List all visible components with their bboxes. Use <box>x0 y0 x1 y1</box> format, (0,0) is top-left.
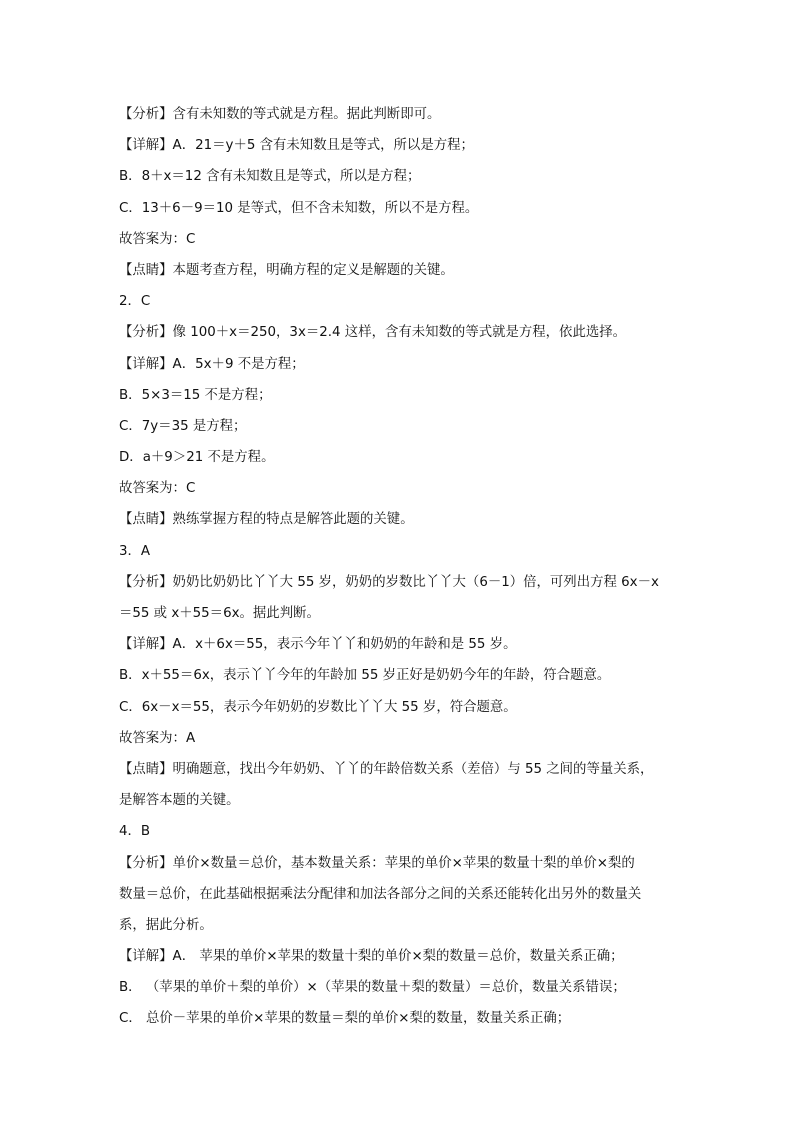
text-line: C．6x－x＝55，表示今年奶奶的岁数比丫丫大 55 岁，符合题意。 <box>119 699 517 715</box>
text-line: 系，据此分析。 <box>119 917 213 933</box>
text-line: 【分析】像 100＋x＝250，3x＝2.4 这样，含有未知数的等式就是方程，依此选择。 <box>119 325 627 341</box>
text-line: 【分析】单价×数量＝总价，基本数量关系：苹果的单价×苹果的数量十梨的单价×梨的 <box>119 855 635 871</box>
text-line: 【详解】A． 苹果的单价×苹果的数量十梨的单价×梨的数量＝总价，数量关系正确； <box>119 949 624 965</box>
text-line: B． （苹果的单价＋梨的单价）×（苹果的数量＋梨的数量）＝总价，数量关系错误； <box>119 980 626 996</box>
text-line: 【点睛】明确题意，找出今年奶奶、丫丫的年龄倍数关系（差倍）与 55 之间的等量关系， <box>119 761 654 777</box>
question-number: 3．A <box>119 543 151 559</box>
text-line: 【点睛】熟练掌握方程的特点是解答此题的关键。 <box>119 512 414 528</box>
text-line: 【分析】含有未知数的等式就是方程。据此判断即可。 <box>119 107 441 122</box>
answer-text-block <box>119 99 679 1035</box>
question-number: 4．B <box>119 824 151 840</box>
text-line: 故答案为：A <box>119 730 196 746</box>
text-line: C．7y＝35 是方程； <box>119 418 247 434</box>
text-line: 【详解】A．21＝y＋5 含有未知数且是等式，所以是方程； <box>119 138 474 154</box>
text-line: B．5×3＝15 不是方程； <box>119 387 272 403</box>
question-number: 2．C <box>119 294 151 310</box>
text-line: B．8＋x＝12 含有未知数且是等式，所以是方程； <box>119 169 421 185</box>
text-line: 故答案为：C <box>119 481 196 497</box>
text-line: 故答案为：C <box>119 231 196 247</box>
text-line: 数量＝总价，在此基础根据乘法分配律和加法各部分之间的关系还能转化出另外的数量关 <box>119 886 642 902</box>
text-line: 【分析】奶奶比奶奶比丫丫大 55 岁，奶奶的岁数比丫丫大（6－1）倍，可列出方程 6x－x <box>119 574 659 590</box>
text-line: 【详解】A．x＋6x＝55，表示今年丫丫和奶奶的年龄和是 55 岁。 <box>119 637 517 653</box>
text-line: C． 总价－苹果的单价×苹果的数量＝梨的单价×梨的数量，数量关系正确； <box>119 1011 571 1027</box>
text-line: B．x＋55＝6x，表示丫丫今年的年龄加 55 岁正好是奶奶今年的年龄，符合题意。 <box>119 668 611 684</box>
text-line: 【详解】A．5x＋9 不是方程； <box>119 356 305 372</box>
text-line: C．13＋6－9＝10 是等式，但不含未知数，所以不是方程。 <box>119 200 479 216</box>
text-line: 【点睛】本题考查方程，明确方程的定义是解题的关键。 <box>119 262 454 278</box>
text-line: 是解答本题的关键。 <box>119 793 240 809</box>
text-line: ＝55 或 x＋55＝6x。据此判断。 <box>119 606 320 621</box>
text-line: D．a＋9＞21 不是方程。 <box>119 450 275 466</box>
